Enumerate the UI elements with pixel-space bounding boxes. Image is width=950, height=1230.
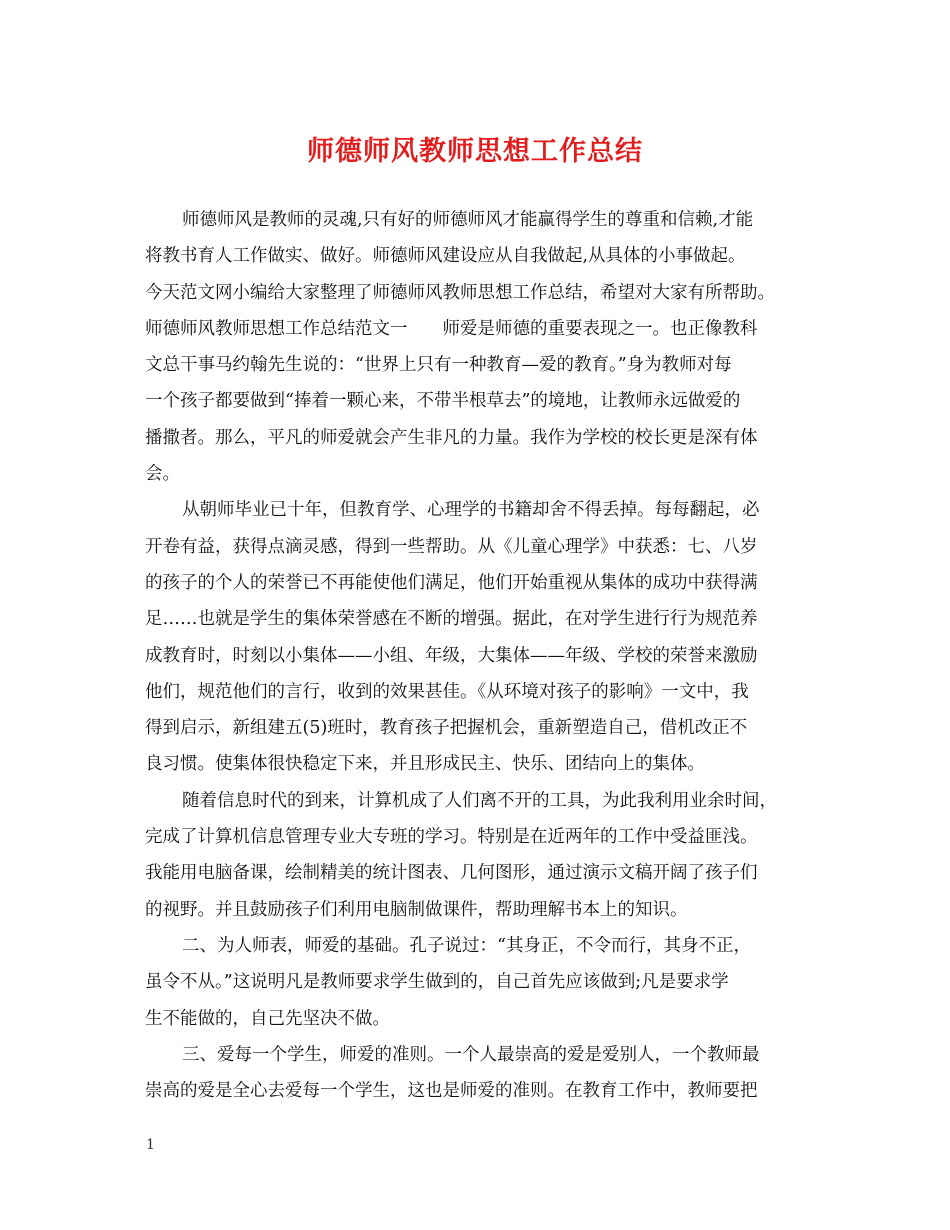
text-line: 二、为人师表，师爱的基础。孔子说过：“其身正，不令而行，其身不正，	[182, 935, 751, 956]
text-line: 今天范文网小编给大家整理了师德师风教师思想工作总结，希望对大家有所帮助。	[145, 282, 775, 303]
text-line: 生不能做的，自己先坚决不做。	[145, 1008, 390, 1029]
text-line: 会。	[145, 464, 180, 485]
text-line: 得到启示，新组建五(5)班时，教育孩子把握机会，重新塑造自己，借机改正不	[145, 718, 748, 739]
text-line: 足……也就是学生的集体荣誉感在不断的增强。据此，在对学生进行行为规范养	[145, 609, 758, 630]
text-line: 师德师风是教师的灵魂,只有好的师德师风才能赢得学生的尊重和信赖,才能	[182, 210, 754, 230]
text-line: 的孩子的个人的荣誉已不再能使他们满足，他们开始重视从集体的成功中获得满	[145, 572, 758, 593]
document-body	[145, 202, 805, 1109]
page-number: 1	[146, 1137, 155, 1153]
text-line: 他们，规范他们的言行，收到的效果甚佳。《从环境对孩子的影响》一文中，我	[145, 681, 749, 702]
text-line: 崇高的爱是全心去爱每一个学生，这也是师爱的准则。在教育工作中，教师要把	[145, 1081, 758, 1102]
text-line: 随着信息时代的到来，计算机成了人们离不开的工具，为此我利用业余时间，	[182, 790, 777, 811]
text-line: 的视野。并且鼓励孩子们利用电脑制做课件，帮助理解书本上的知识。	[145, 899, 688, 920]
text-line: 从朝师毕业已十年，但教育学、心理学的书籍却舍不得丢掉。每每翻起，必	[182, 500, 760, 521]
text-line: 播撒者。那么，平凡的师爱就会产生非凡的力量。我作为学校的校长更是深有体	[145, 427, 758, 448]
text-line: 良习惯。使集体很快稳定下来，并且形成民主、快乐、团结向上的集体。	[145, 754, 705, 775]
text-line: 将教书育人工作做实、做好。师德师风建设应从自我做起,从具体的小事做起。	[145, 246, 746, 267]
text-line: 成教育时，时刻以小集体——小组、年级，大集体——年级、学校的荣誉来激励	[145, 645, 758, 666]
text-line: 一个孩子都要做到“捧着一颗心来，不带半根草去”的境地，让教师永远做爱的	[145, 391, 741, 412]
text-line: 完成了计算机信息管理专业大专班的学习。特别是在近两年的工作中受益匪浅。	[145, 827, 758, 848]
document-title: 师德师风教师思想工作总结	[307, 136, 643, 167]
text-line: 虽令不从。”这说明凡是教师要求学生做到的，自己首先应该做到;凡是要求学	[145, 972, 729, 993]
text-line: 开卷有益，获得点滴灵感，得到一些帮助。从《儿童心理学》中获悉：七、八岁	[145, 536, 758, 557]
text-line: 文总干事马约翰先生说的：“世界上只有一种教育—爱的教育。”身为教师对每	[145, 355, 732, 376]
text-line: 师德师风教师思想工作总结范文一 师爱是师德的重要表现之一。也正像教科	[145, 318, 758, 339]
text-line: 三、爱每一个学生，师爱的准则。一个人最崇高的爱是爱别人，一个教师最	[182, 1044, 760, 1065]
text-line: 我能用电脑备课，绘制精美的统计图表、几何图形，通过演示文稿开阔了孩子们	[145, 863, 758, 884]
